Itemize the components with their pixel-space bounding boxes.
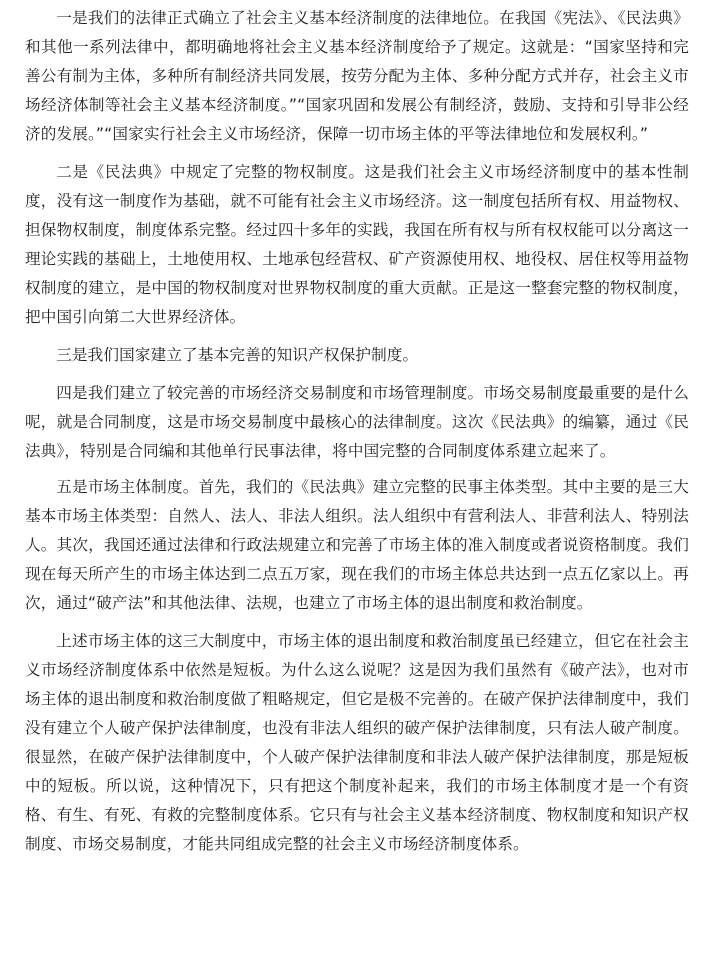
paragraph-property-rights-system: 二是《民法典》中规定了完整的物权制度。这是我们社会主义市场经济制度中的基本性制度，没有这一制度作为基础，就不可能有社会主义市场经济。这一制度包括所有权、用益物权、担保物权制度，制度体系完整。经过四十多年的实践，我国在所有权与所有权权能可以分离这一理论实践的基础上，土地使用权、土地承包经营权、矿产资源使用权、地役权、居住权等用益物权制度的建立，是中国的物权制度对世界物权制度的重大贡献。正是这一整套完整的物权制度，把中国引向第二大世界经济体。: [25, 163, 689, 326]
paragraph-intellectual-property: 三是我们国家建立了基本完善的知识产权保护制度。: [56, 346, 419, 364]
document-page: [25, 4, 689, 859]
paragraph-basic-economic-system: 一是我们的法律正式确立了社会主义基本经济制度的法律地位。在我国《宪法》、《民法典》和其他一系列法律中，都明确地将社会主义基本经济制度给予了规定。这就是：“国家坚持和完善公有制为主体，多种所有制经济共同发展，按劳分配为主体、多种分配方式并存，社会主义市场经济体制等社会主义基本经济制度。”“国家巩固和发展公有制经济，鼓励、支持和引导非公经济的发展。”“国家实行社会主义市场经济，保障一切市场主体的平等法律地位和发展权利。”: [25, 9, 689, 143]
paragraph-bankruptcy-shortboard: 上述市场主体的这三大制度中，市场主体的退出制度和救治制度虽已经建立，但它在社会主义市场经济制度体系中依然是短板。为什么这么说呢？这是因为我们虽然有《破产法》，也对市场主体的退出制度和救治制度做了粗略规定，但它是极不完善的。在破产保护法律制度中，我们没有建立个人破产保护法律制度，也没有非法人组织的破产保护法律制度，只有法人破产制度。很显然，在破产保护法律制度中，个人破产保护法律制度和非法人破产保护法律制度，那是短板中的短板。所以说，这种情况下，只有把这个制度补起来，我们的市场主体制度才是一个有资格、有生、有死、有救的完整制度体系。它只有与社会主义基本经济制度、物权制度和知识产权制度、市场交易制度，才能共同组成完整的社会主义市场经济制度体系。: [25, 632, 689, 853]
paragraph-market-transaction: 四是我们建立了较完善的市场经济交易制度和市场管理制度。市场交易制度最重要的是什么呢，就是合同制度，这是市场交易制度中最核心的法律制度。这次《民法典》的编纂，通过《民法典》，特别是合同编和其他单行民事法律，将中国完整的合同制度体系建立起来了。: [25, 384, 689, 460]
paragraph-market-subject: 五是市场主体制度。首先，我们的《民法典》建立完整的民事主体类型。其中主要的是三大基本市场主体类型：自然人、法人、非法人组织。法人组织中有营利法人、非营利法人、特别法人。其次，我国还通过法律和行政法规建立和完善了市场主体的准入制度或者说资格制度。我们现在每天所产生的市场主体达到二点五万家，现在我们的市场主体总共达到一点五亿家以上。再次，通过“破产法”和其他法律、法规，也建立了市场主体的退出制度和救治制度。: [25, 478, 689, 612]
